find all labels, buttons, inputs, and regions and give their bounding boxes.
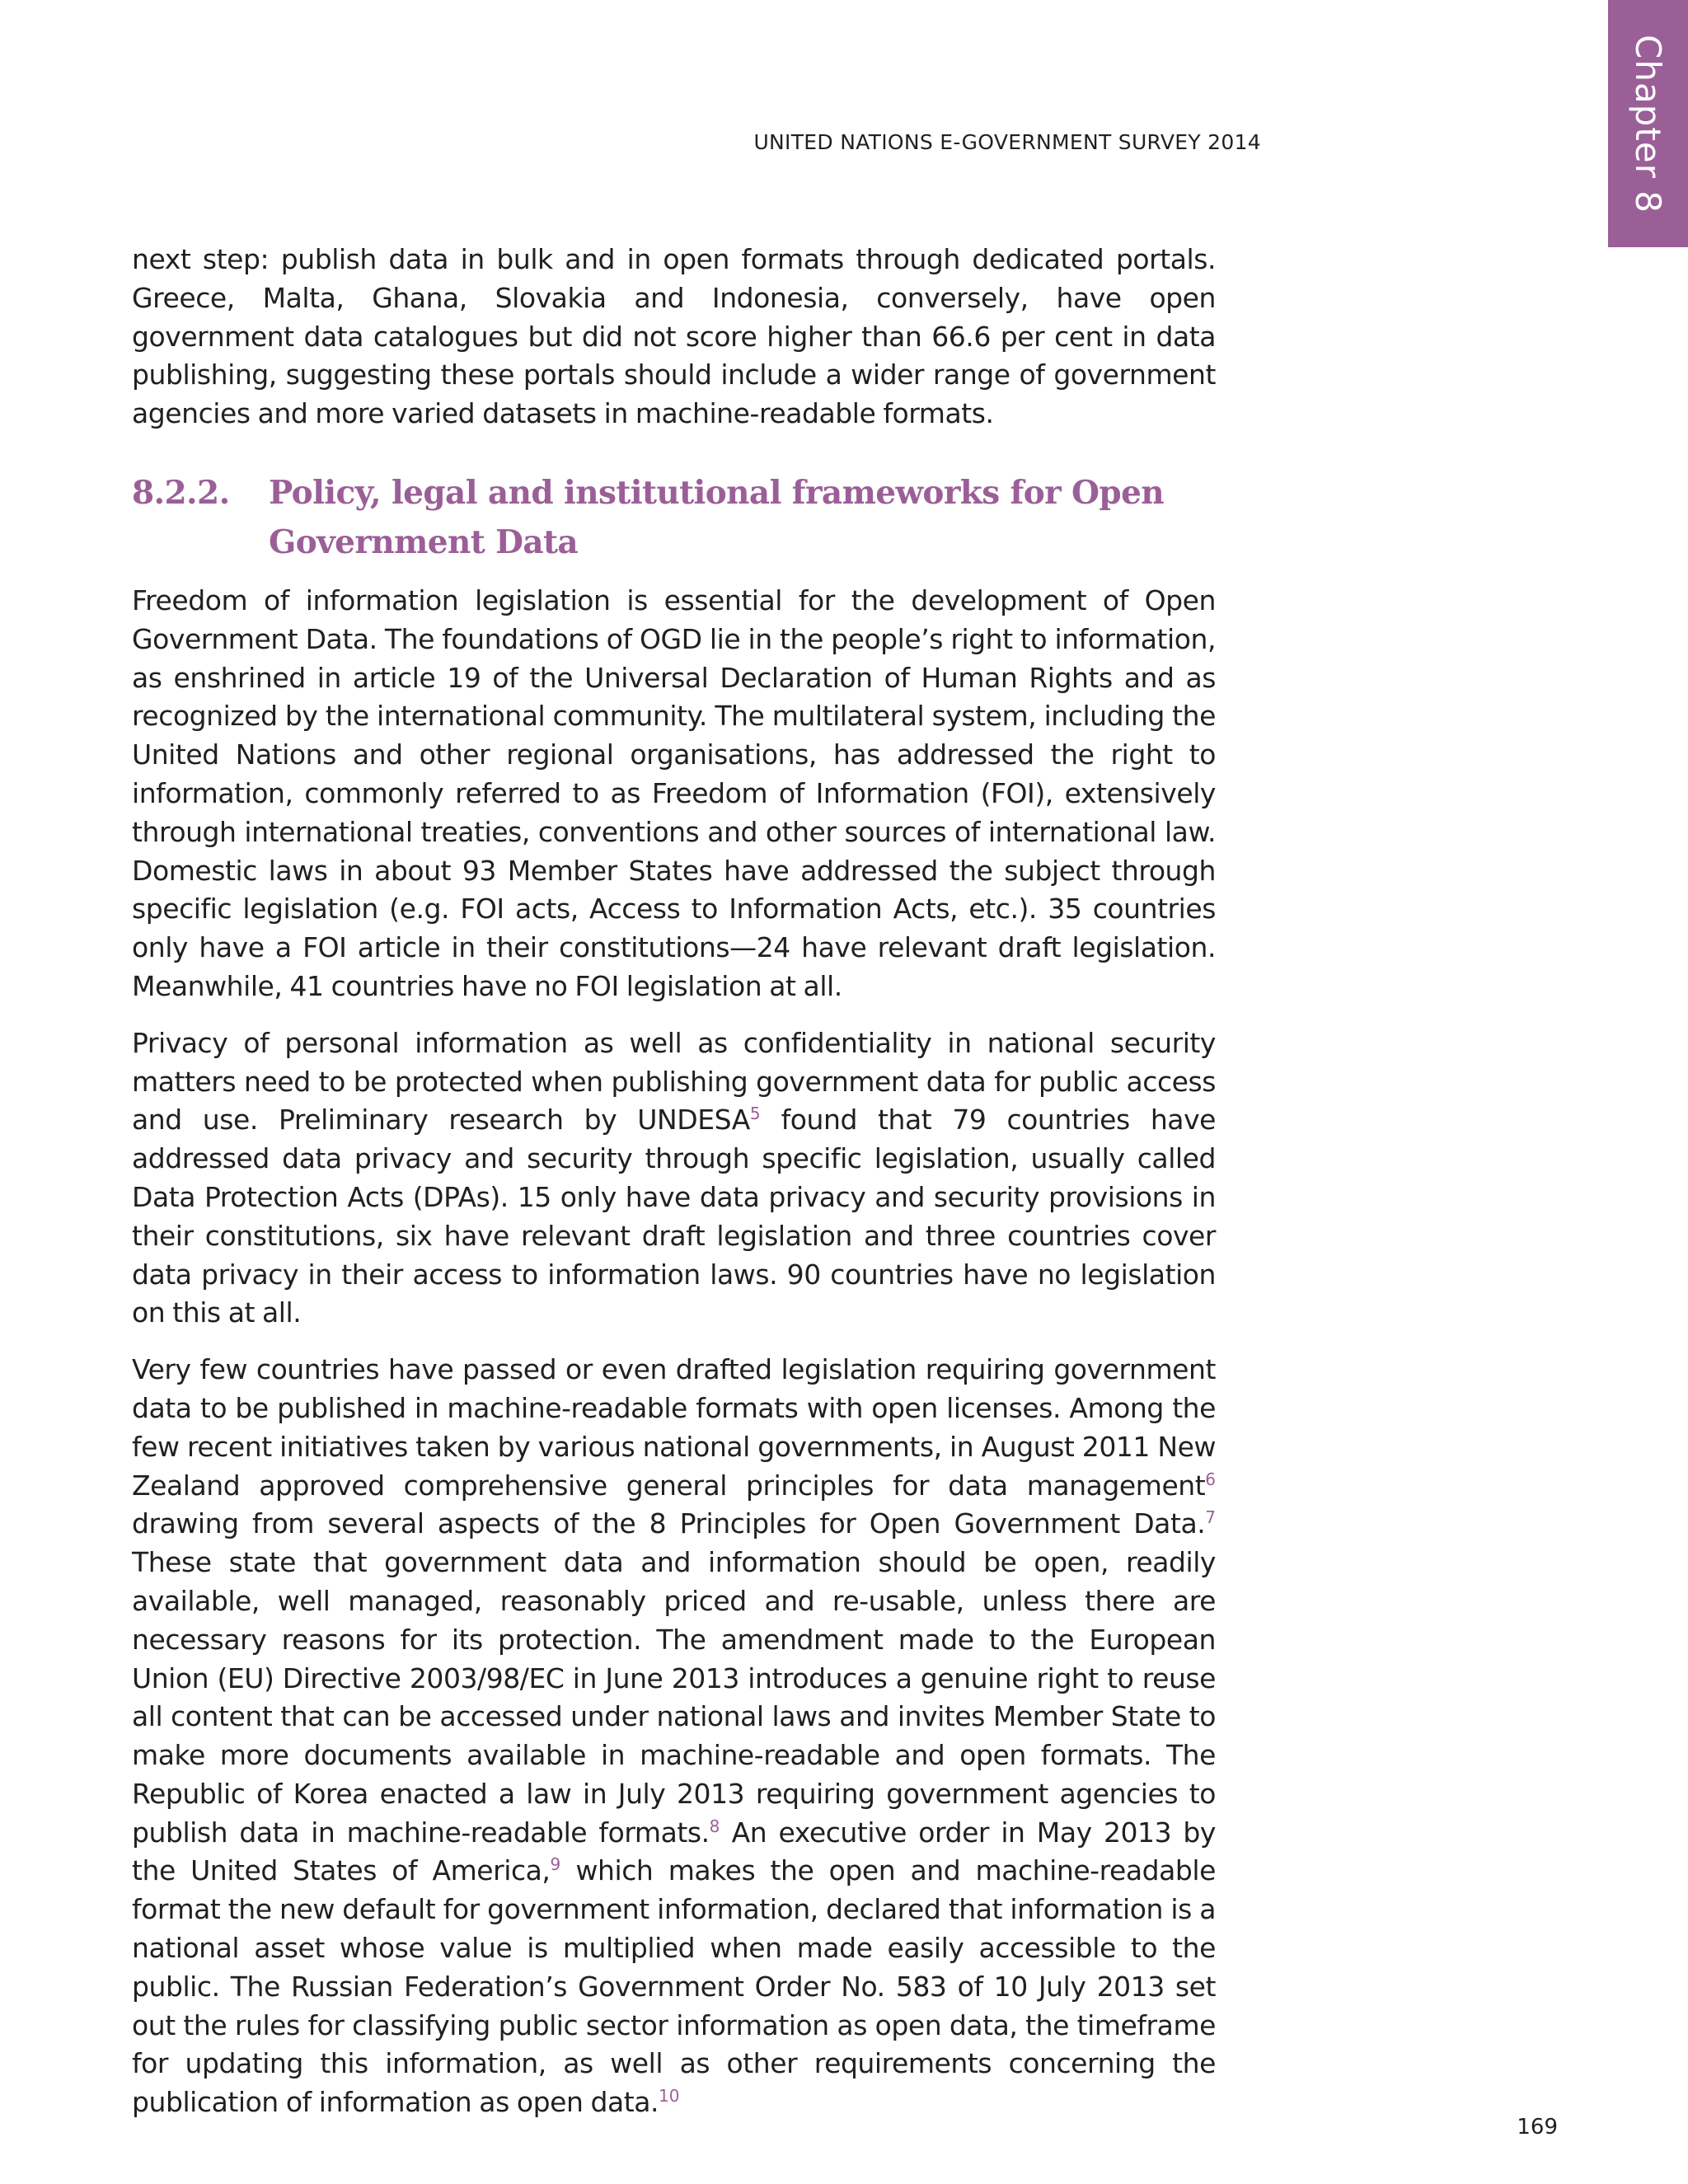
section-title: Policy, legal and institutional frameworks for Open Government Data: [269, 473, 1165, 561]
paragraph-text: Privacy of personal information as well as confidentiality in national security matters need to be protected when publishing government data for public access and use. Preliminary research by UNDESA: [132, 1026, 1216, 1137]
paragraph-legislation: [132, 1351, 1216, 2122]
paragraph-foi: Freedom of information legislation is essential for the development of Open Government Data. The foundations of OGD lie in the people’s right to information, as enshrined in article 19 of the Universal Declaration of Human Rights and as recognized by the international community. The multilateral system, including the United Nations and other regional organisations, has addressed the right to information, commonly referred to as Freedom of Information (FOI), extensively through international treaties, conventions and other sources of international law. Domestic laws in about 93 Member States have addressed the subject through specific legislation (e.g. FOI acts, Access to Information Acts, etc.). 35 countries only have a FOI article in their constitutions—24 have relevant draft legislation. Meanwhile, 41 countries have no FOI legislation at all.: [132, 583, 1216, 1002]
footnote-ref-6[interactable]: 6: [1205, 1469, 1216, 1489]
page-number: 169: [1517, 2115, 1558, 2139]
paragraph-text: These state that government data and information should be open, readily available, well managed, reasonably priced and re-usable, unless there are necessary reasons for its protection. The amendment made to the European Union (EU) Directive 2003/98/EC in June 2013 introduces a genuine right to reuse all content that can be accessed under national laws and invites Member State to make more documents available in machine-readable and open formats. The Republic of Korea enacted a law in July 2013 requiring government agencies to publish data in machine-readable formats.: [132, 1546, 1216, 1849]
paragraph-text: which makes the open and machine-readable format the new default for government information, declared that information is a national asset whose value is multiplied when made easily accessible to the public. The Russian Federation’s Government Order No. 583 of 10 July 2013 set out the rules for classifying public sector information as open data, the timeframe for updating this information, as well as other requirements concerning the publication of information as open data.: [132, 1854, 1216, 2119]
page-body: [132, 241, 1216, 2140]
section-heading: [132, 468, 1216, 567]
footnote-ref-10[interactable]: 10: [659, 2086, 680, 2107]
section-number: 8.2.2.: [132, 473, 230, 512]
footnote-ref-5[interactable]: 5: [749, 1104, 761, 1124]
paragraph-text: drawing from several aspects of the 8 Principles for Open Government Data.: [132, 1507, 1206, 1540]
footnote-ref-9[interactable]: 9: [550, 1854, 561, 1875]
footnote-ref-8[interactable]: 8: [709, 1816, 720, 1836]
footnote-ref-7[interactable]: 7: [1205, 1507, 1216, 1528]
chapter-tab: [1608, 0, 1688, 247]
chapter-tab-label: Chapter 8: [1628, 34, 1668, 213]
running-header: UNITED NATIONS E-GOVERNMENT SURVEY 2014: [753, 130, 1261, 154]
paragraph-text: Very few countries have passed or even drafted legislation requiring government data to be published in machine-readable formats with open licenses. Among the few recent initiatives taken by various national governments, in August 2011 New Zealand approved comprehensive general principles for data management: [132, 1353, 1216, 1502]
intro-paragraph: next step: publish data in bulk and in open formats through dedicated portals. Greece, Malta, Ghana, Slovakia and Indonesia, conversely, have open government data catalogues but did not score higher than 66.6 per cent in data publishing, suggesting these portals should include a wider range of government agencies and more varied datasets in machine-readable formats.: [132, 243, 1216, 430]
paragraph-privacy: [132, 1024, 1216, 1333]
paragraph-text: An executive order in May 2013 by the United States of America,: [132, 1816, 1216, 1887]
paragraph-text: found that 79 countries have addressed data privacy and security through specific legislation, usually called Data Protection Acts (DPAs). 15 only have data privacy and security provisions in their constitutions, six have relevant draft legislation and three countries cover data privacy in their access to information laws. 90 countries have no legislation on this at all.: [132, 1104, 1216, 1329]
